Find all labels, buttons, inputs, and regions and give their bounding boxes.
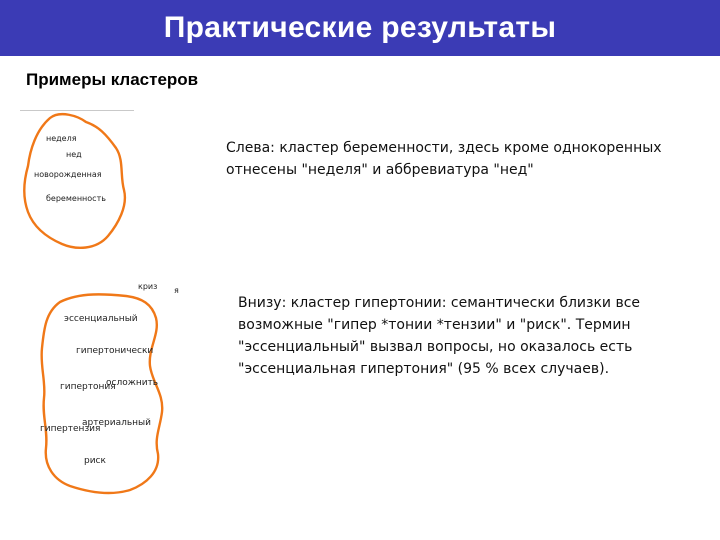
cluster-word: осложнить <box>106 378 159 388</box>
description-line: "эссенциальная гипертония" (95 % всех случаев). <box>238 361 610 377</box>
cluster-word: риск <box>84 456 106 466</box>
description-line: Внизу: кластер гипертонии: семантически близки все <box>238 295 641 311</box>
cluster-word: новорожденная <box>34 170 102 179</box>
cluster-word: нед <box>66 150 82 159</box>
pregnancy-cluster-description <box>226 137 696 181</box>
title-bar <box>0 0 720 56</box>
outside-word: я <box>174 286 179 295</box>
section-subtitle: Примеры кластеров <box>26 70 199 89</box>
description-line: возможные "гипер *тонии *тензии" и "риск". Термин <box>238 317 631 333</box>
pregnancy-cluster-outline <box>20 104 140 260</box>
outside-word: криз <box>138 282 158 291</box>
cluster-word: гипертонически <box>76 346 154 356</box>
cluster-word: неделя <box>46 134 77 143</box>
hypertension-cluster-description <box>238 292 688 380</box>
cluster-word: гипертензия <box>40 424 101 434</box>
pregnancy-cluster-figure <box>20 104 140 260</box>
cluster-word: гипертония <box>60 382 116 392</box>
hypertension-cluster-figure <box>34 278 194 500</box>
page-title: Практические результаты <box>163 11 557 44</box>
cluster-word: артериальный <box>82 418 151 428</box>
cluster-word: беременность <box>46 194 106 203</box>
cluster-word: эссенциальный <box>64 314 138 324</box>
description-line: Слева: кластер беременности, здесь кроме однокоренных <box>226 140 662 156</box>
description-line: отнесены "неделя" и аббревиатура "нед" <box>226 162 534 178</box>
description-line: "эссенциальный" вызвал вопросы, но оказалось есть <box>238 339 633 355</box>
